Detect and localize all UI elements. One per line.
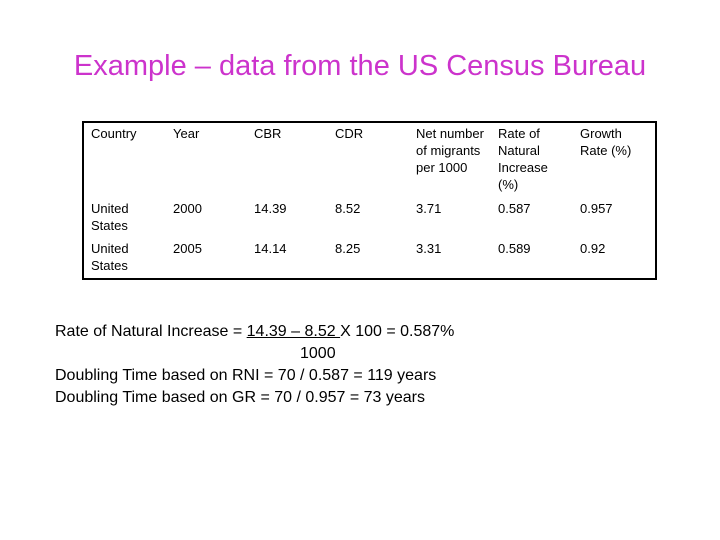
rni-formula-label: Rate of Natural Increase = [55, 323, 247, 340]
cell-year: 2005 [173, 241, 202, 256]
census-data-table [82, 121, 657, 280]
cell-year: 2000 [173, 201, 202, 216]
cell-rate-natural-increase: 0.589 [498, 241, 531, 256]
table-row [83, 238, 656, 279]
cell-cbr: 14.39 [254, 201, 287, 216]
slide-title: Example – data from the US Census Bureau [73, 50, 647, 82]
cell-cbr: 14.14 [254, 241, 287, 256]
header-year: Year [173, 126, 200, 141]
cell-country: United States [91, 201, 129, 233]
doubling-time-rni: Doubling Time based on RNI = 70 / 0.587 = 119 years [55, 367, 437, 384]
calculation-block [55, 321, 454, 409]
header-rate-natural-increase: Rate of Natural Increase (%) [498, 126, 548, 192]
rni-formula-line [55, 321, 454, 343]
rni-formula-denominator: 1000 [300, 345, 336, 362]
header-net-migrants: Net number of migrants per 1000 [416, 126, 484, 175]
rni-formula-numerator: 14.39 – 8.52 [246, 323, 341, 340]
cell-net-migrants: 3.31 [416, 241, 442, 256]
cell-net-migrants: 3.71 [416, 201, 442, 216]
cell-growth-rate: 0.957 [580, 201, 613, 216]
doubling-time-gr: Doubling Time based on GR = 70 / 0.957 = 73 years [55, 389, 426, 406]
header-cbr: CBR [254, 126, 282, 141]
cell-cdr: 8.52 [335, 201, 361, 216]
header-cdr: CDR [335, 126, 364, 141]
rni-formula-result: X 100 = 0.587% [340, 323, 455, 340]
cell-country: United States [91, 241, 129, 273]
header-growth-rate: Growth Rate (%) [580, 126, 632, 158]
cell-growth-rate: 0.92 [580, 241, 606, 256]
header-country: Country [91, 126, 137, 141]
table-row [83, 198, 656, 238]
table-header-row [83, 122, 656, 198]
cell-rate-natural-increase: 0.587 [498, 201, 531, 216]
cell-cdr: 8.25 [335, 241, 361, 256]
